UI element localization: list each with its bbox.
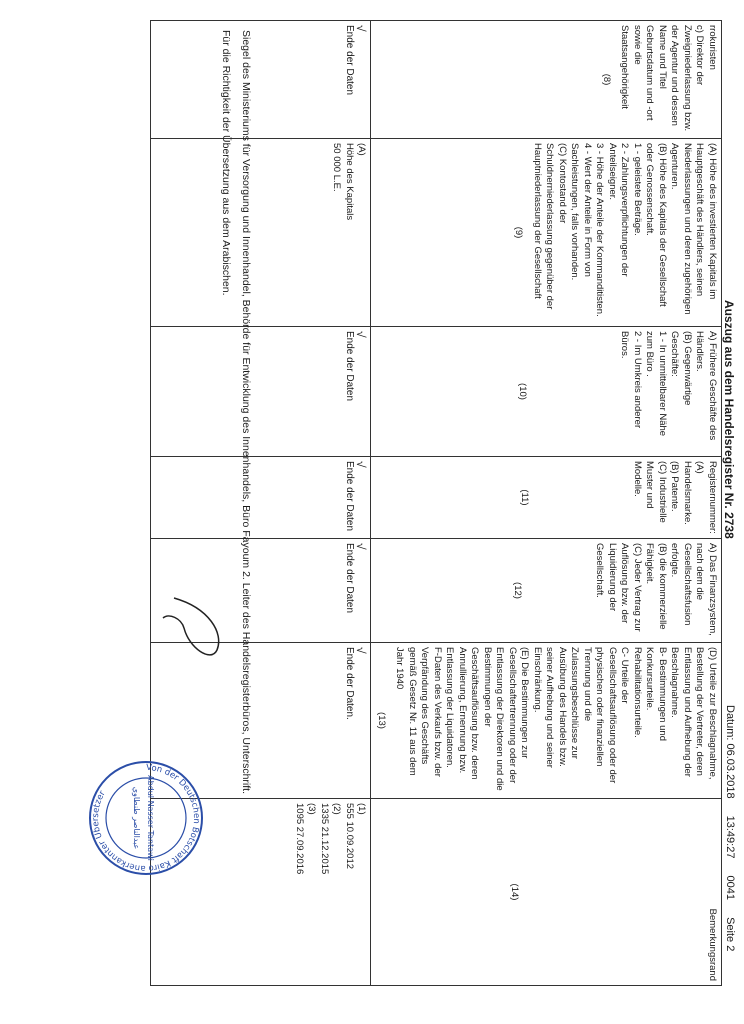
col5-end: Ende der Daten [344,543,355,614]
values-col3 [151,327,371,457]
col6-line2: B- Bestimmungen und Konkursurteile. Rehabilitationsurteile. [632,647,668,741]
col6-line4: (E) Die Bestimmungen zur Gesellschaftertrennung oder der Entlassung der Direktoren und die Bestimmungen der Geschäftsauflösung bzw. deren Annullierung, Ernennung bzw. Entlassung der Liquidatoren. [444,647,531,791]
entry-1-label: (1) [356,803,368,815]
col3-line4: 2 - Im Umkreis anderer Büros. [619,331,643,429]
tick-mark: √ [354,647,369,654]
col4-line2: (A) Handelsmarke. [682,461,706,525]
col1-director-text: Direktor der Zweigniederlassung bzw. der Agentur und dessen Name und Titel [657,25,706,132]
col1-director [656,25,706,134]
header-time: 13:49:27 [724,815,736,859]
cell-col6 [371,643,722,799]
col2-line7: (C) Kontostand der Schuldnerniederlassung gegenüber der Hauptniederlassung der Gesellschaft [532,143,568,310]
stamp-inner-arabic: عبدالناصر طنطاوي [132,786,141,850]
tick-mark: √ [354,25,369,32]
col2-line2: (B) Höhe des Kapitals der Gesellschaft oder Genossenschaft. [644,143,668,307]
cell-col4 [371,457,722,539]
col5-line2: (B) die kommerzielle Fähigkeit. [644,543,668,630]
table-row-content [371,21,722,986]
header-meta [724,705,736,965]
col1-end: Ende der Daten [344,25,355,96]
register-table [151,20,723,986]
values-col4 [151,457,371,539]
document-title: Auszug aus dem Handelsregister Nr. 2738 [722,300,736,539]
handwritten-signature [159,588,229,668]
footer-seal-line: Siegel des Ministeriums für Versorgung und Innenhandel, Behörde für Entwicklung des Innenhandels, Büro Fayoum 2. Leiter des Handelsregisterbüros, Unterschrift. [240,30,252,795]
header-page: Seite 2 [724,917,736,952]
tick-mark: √ [354,461,369,468]
values-col2 [151,139,371,327]
col4-line3: (B) Patente. [669,461,681,512]
col7-number: (14) [509,883,521,901]
col3-line3: 1 - In unmittelbarer Nähe zum Büro . [644,331,668,437]
col6-line5: F-Daten des Verkaufs bzw. der Verpfändung des Geschäfts gemäß Gesetz Nr. 11 aus dem Jahr 1940 [394,647,443,777]
col1-birth: Geburtsdatum und -ort sowie die Staatsangehörigkeit [619,25,656,121]
col5-line1: A) Das Finanzsystem, nach dem die Gesellschaftsfusion erfolgte. [669,543,718,636]
header-date: Datum: 06.03.2018 [724,705,736,799]
col4-number: (11) [519,489,531,506]
entry-2-value: 1335 21.12.2015 [319,803,330,875]
col2-value-amount: 50 000 L.E. [331,143,343,192]
values-col1 [151,21,371,139]
footer-certification-line: Für die Richtigkeit der Übersetzung aus dem Arabischen. [220,30,232,296]
col2-line6: 4 - Wert der Anteile in Form von Sachleistungen, falls vorhanden. [569,143,593,281]
col6-number: (13) [376,712,387,729]
col4-end: Ende der Daten [344,461,355,532]
col6-line1: (D) Urteile zur Beschlagnahme, Bestellung der Vertreter, deren Entlassung und Aufhebung der Beschlagnahme. [669,647,718,780]
col1-number: (8) [601,73,612,86]
cell-col1 [371,21,722,139]
col2-line4: 2 - Zahlungsverpflichtungen der Anteilseigner. [607,143,631,277]
col3-end: Ende der Daten [344,331,355,402]
header-code: 0041 [724,875,736,901]
tick-mark: √ [354,543,369,550]
col2-line1: (A) Höhe des investierten Kapitals im Hauptgeschäft des Händlers, seinen Niederlassungen und deren zugehörigen Agenturen. [669,143,718,315]
tick-mark: √ [354,331,369,338]
col6-end: Ende der Daten. [344,647,355,720]
col2-value-title: Höhe des Kapitals [344,143,355,221]
translator-stamp [86,758,206,878]
col2-line3: 1 - geleistete Beträge. [632,143,643,236]
col4-line1: Registernummer: [707,461,718,534]
cell-col7 [371,799,722,986]
col1-director-label: c) [694,25,706,33]
stamp-outer-text: Von der Deutschen Botschaft Kairo anerkannter Übersetzer [90,762,202,874]
col2-number: (9) [513,226,525,239]
col3-number: (10) [517,383,528,400]
col1-proxy: rrokuristen [707,25,718,70]
cell-col3 [371,327,722,457]
entry-2-label: (2) [331,803,343,815]
stamp-inner-name: Abdul Nasser Tantawi [146,775,155,861]
entry-3-value: 1095 27.09.2016 [294,803,305,875]
col5-number: (12) [512,582,523,599]
col2-line5: 3 - Höhe der Anteile der Kommanditisten. [594,143,606,317]
col5-line3: (C) Jeder Vertrag zur Auflösung bzw. der Liquidierung der Gesellschaft. [594,543,643,632]
col6-line3: C- Urteile der Gesellschaftsauflösung oder der physischen oder finanziellen Trennung und die Zulassungsbeschlüsse zur Ausübung des Handels bzw. seiner Aufhebung und seiner Einschränkung. [532,647,631,784]
col4-line4: (C) Industrielle Muster und Modelle. [632,461,668,523]
cell-col2 [371,139,722,327]
entry-3-label: (3) [306,803,318,815]
col3-line2: (B) Gegenwärtige Geschäfte: [669,331,693,406]
col3-line1: A) Frühere Geschäfte des Händlers. [694,331,718,441]
remarks-heading: Bemerkungsrand [707,908,718,981]
cell-col5 [371,539,722,643]
col2-value-label: (A) [356,143,368,156]
entry-1-value: 555 10.09.2012 [344,803,355,870]
